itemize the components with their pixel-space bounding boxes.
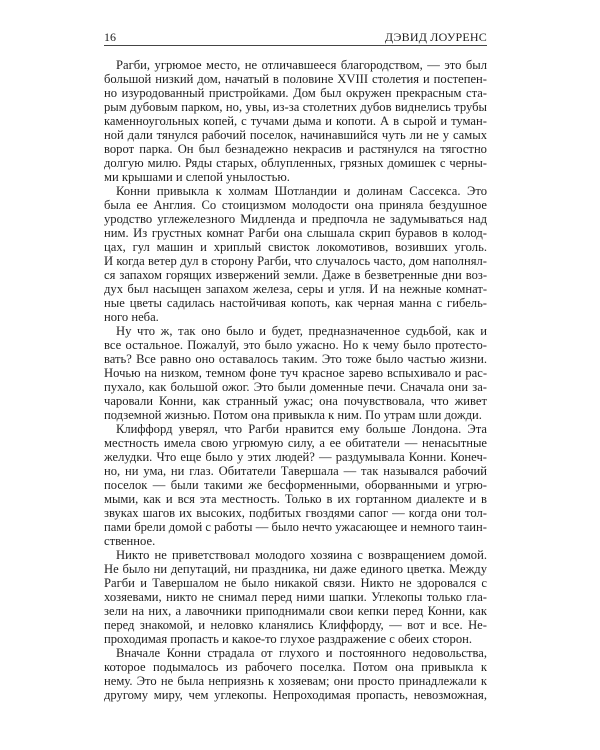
text-line-wrapper [104,436,487,450]
text-line: большой низкий дом, начатый в половине XVIII столетия и постепен- [104,72,487,86]
page-number: 16 [104,30,116,44]
text-line: Никто не приветствовал молодого хозяина с возвращением домой. [116,548,487,562]
text-line: ворот парка. Он был безнадежно некрасив и растянулся на тягостно [104,142,487,156]
text-line-wrapper [104,240,487,254]
text-line-wrapper [104,380,487,394]
text-line: но изуродованный пристройками. Дом был окружен прекрасным ста- [104,86,488,100]
text-line-wrapper [104,212,487,226]
text-line: уродство углежелезного Мидленда и предпочла не задумываться над [104,212,488,226]
text-line-wrapper [104,408,487,422]
text-line-wrapper [104,660,487,674]
text-line-wrapper [104,296,487,310]
text-line: ного неба. [104,310,159,324]
text-line: Конни привыкла к холмам Шотландии и долинам Сассекса. Это [116,184,487,198]
text-line: Рагби, угрюмое место, не отличавшееся благородством, — это был [116,58,488,72]
paragraph [104,58,487,184]
text-line-wrapper [104,604,487,618]
text-line-wrapper [104,366,487,380]
text-line-wrapper [104,632,487,646]
text-line-wrapper [104,184,487,198]
text-line: пухало, как большой ожог. Это были доменные печи. Сначала они за- [104,380,487,394]
text-line-wrapper [104,618,487,632]
text-line: пами брели домой с работы — было нечто ужасающее и немного таин- [104,520,487,534]
text-line-wrapper [104,338,487,352]
text-line: Не было ни депутаций, ни праздника, ни даже единого цветка. Между [104,562,488,576]
text-line-wrapper [104,170,487,184]
text-line: Рагби и Тавершалом не было никакой связи. Никто не здоровался с [104,576,488,590]
text-line: И когда ветер дул в сторону Рагби, что случалось часто, дом наполнял- [104,254,487,268]
text-line: перед знакомой, и неловко кланялись Клиффорду, — вот и все. Не- [104,618,487,632]
running-header [104,30,487,46]
text-line-wrapper [104,646,487,660]
text-line: долгую милю. Ряды старых, облупленных, грязных домишек с черны- [104,156,487,170]
paragraph [104,548,487,646]
running-head-author: ДЭВИД ЛОУРЕНС [384,30,487,44]
text-line-wrapper [104,142,487,156]
text-line-wrapper [104,58,487,72]
text-line-wrapper [104,562,487,576]
text-line: местность имела свою угрюмую силу, а ее обитатели — ненасытные [104,436,488,450]
text-line: Клиффорд уверял, что Рагби нравится ему больше Лондона. Эта [116,422,487,436]
paragraph [104,646,487,702]
text-line-wrapper [104,352,487,366]
text-line: зели на них, а лавочники приподнимали свои кепки перед Конни, как [104,604,487,618]
text-line: каменноугольных копей, с тучами дыма и копоти. А в сырой и туман- [104,114,487,128]
text-line: ся запахом горящих извержений земли. Даже в безветренные дни воз- [104,268,488,282]
text-line-wrapper [104,114,487,128]
text-line: ственное. [104,534,156,548]
text-line: хозяевами, никто не снимал перед ними шапки. Углекопы только гла- [104,590,488,604]
paragraph [104,324,487,422]
text-line: мыми, как и вся эта местность. Только в их гортанном диалекте и в [104,492,488,506]
text-line: рым дубовым парком, но, увы, из-за столетних дубов виднелись трубы [104,100,487,114]
text-line-wrapper [104,478,487,492]
text-line: ми крышами и слепой унылостью. [104,170,290,184]
text-line-wrapper [104,590,487,604]
text-line-wrapper [104,324,487,338]
text-line: ной дали тянулся рабочий поселок, начинавшийся чуть ли не у самых [104,128,488,142]
text-line-wrapper [104,576,487,590]
text-line-wrapper [104,422,487,436]
text-line: Вначале Конни страдала от глухого и постоянного недовольства, [116,646,487,660]
text-line: ним. Из грустных комнат Рагби она слышала скрип буравов в колод- [104,226,487,240]
text-line: цах, гул машин и хриплый свисток локомотивов, возивших уголь. [104,240,487,254]
text-line: была ее Англия. Со стоицизмом молодости она приняла бездушное [104,198,487,212]
text-line: поселок — были такими же бесформенными, оборванными и угрю- [104,478,487,492]
text-line-wrapper [104,534,487,548]
text-line-wrapper [104,548,487,562]
text-line: желудки. Что еще было у этих людей? — раздумывала Конни. Конеч- [104,450,487,464]
text-line: звуках шагов их высоких, подбитых гвоздями сапог — когда они тол- [104,506,487,520]
text-line-wrapper [104,674,487,688]
text-line: дух был насыщен запахом железа, серы и угля. И на нежные комнат- [104,282,488,296]
text-line: Ну что ж, так оно было и будет, предназначенное судьбой, как и [116,324,487,338]
body-text [104,58,487,702]
text-line: все остальное. Пожалуй, это было ужасно. Но к чему было протесто- [104,338,487,352]
text-line-wrapper [104,254,487,268]
text-line-wrapper [104,310,487,324]
text-line-wrapper [104,688,487,702]
text-line-wrapper [104,86,487,100]
text-line-wrapper [104,520,487,534]
text-line: другому миру, чем углекопы. Непроходимая пропасть, невозможная, [104,688,487,702]
text-line: ные цветы садилась настойчивая копоть, как черная манна с гибель- [104,296,487,310]
text-line: Ночью на низком, темном фоне туч красное зарево вспыхивало и рас- [104,366,488,380]
text-line-wrapper [104,506,487,520]
text-line-wrapper [104,492,487,506]
text-line: подземной жизнью. Потом она привыкла к ним. По утрам шли дожди. [104,408,482,422]
text-line: но, ни ума, ни глаз. Обитатели Тавершала — так назывался рабочий [104,464,488,478]
text-line: проходимая пропасть и какое-то глухое раздражение с обеих сторон. [104,632,473,646]
paragraph [104,422,487,548]
text-line-wrapper [104,450,487,464]
text-line: которое подымалось из рабочего поселка. Потом она привыкла к [104,660,487,674]
text-line-wrapper [104,268,487,282]
text-line-wrapper [104,100,487,114]
paragraph [104,184,487,324]
text-line-wrapper [104,128,487,142]
text-line: вать? Все равно оно оставалось таким. Это тоже было частью жизни. [104,352,488,366]
text-line-wrapper [104,226,487,240]
text-line-wrapper [104,464,487,478]
text-line-wrapper [104,72,487,86]
text-line-wrapper [104,394,487,408]
text-line-wrapper [104,156,487,170]
text-line-wrapper [104,282,487,296]
text-line-wrapper [104,198,487,212]
text-line: чаровали Конни, как странный ужас; она почувствовала, что живет [104,394,487,408]
text-line: нему. Это не была неприязнь к хозяевам; они просто принадлежали к [104,674,487,688]
